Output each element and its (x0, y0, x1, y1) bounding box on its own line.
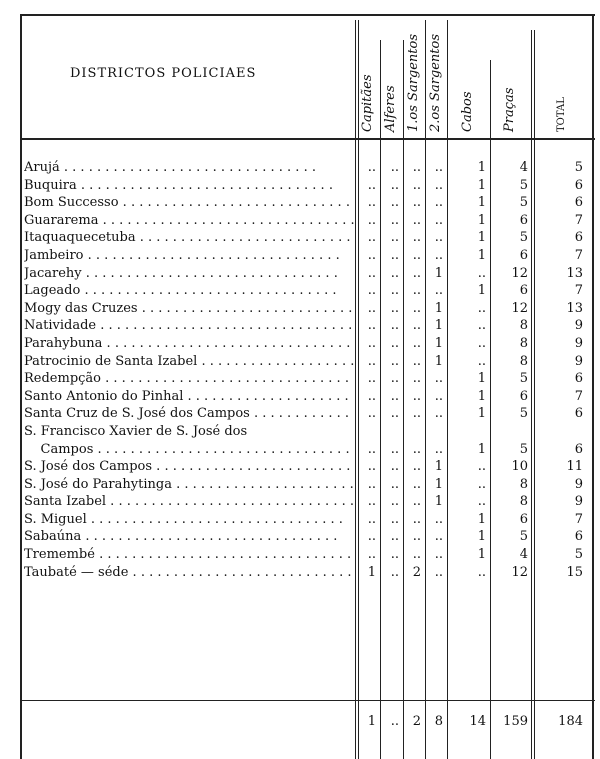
cell-pracas: 6 (519, 247, 528, 263)
cell-total: 6 (574, 230, 583, 246)
district-name: Arujá . . . (24, 159, 354, 177)
district-name: Buquira . . . (24, 177, 354, 195)
cell-total: 9 (574, 476, 583, 492)
cell-cabos: 1 (477, 247, 486, 263)
cell-alferes: .. (390, 283, 399, 299)
table-row (0, 194, 600, 212)
cell-total: 7 (574, 283, 583, 299)
cell-1-sargentos: .. (412, 529, 421, 545)
cell-total: 6 (574, 406, 583, 422)
col-header-capitaes: Capitães (360, 74, 375, 132)
total-alferes: .. (390, 714, 399, 729)
cell-capitaes: .. (367, 459, 376, 475)
district-name: Patrocinio de Santa Izabel . . . (24, 353, 354, 371)
cell-total: 6 (574, 177, 583, 193)
cell-pracas: 8 (519, 494, 528, 510)
cell-2-sargentos: 1 (434, 476, 443, 492)
cell-alferes: .. (390, 335, 399, 351)
cell-capitaes: .. (367, 318, 376, 334)
cell-total: 9 (574, 335, 583, 351)
district-name: Campos . . . (24, 441, 354, 459)
cell-capitaes: .. (367, 476, 376, 492)
cell-alferes: .. (390, 459, 399, 475)
cell-1-sargentos: .. (412, 230, 421, 246)
cell-capitaes: .. (367, 283, 376, 299)
cell-alferes: .. (390, 511, 399, 527)
cell-cabos: .. (477, 300, 486, 316)
cell-alferes: .. (390, 476, 399, 492)
total-2-sargentos: 8 (434, 714, 443, 729)
cell-capitaes: .. (367, 441, 376, 457)
cell-1-sargentos: .. (412, 459, 421, 475)
cell-cabos: 1 (477, 160, 486, 175)
cell-pracas: 5 (519, 230, 528, 246)
cell-alferes: .. (390, 318, 399, 334)
grand-total: 184 (558, 714, 583, 729)
table-row (0, 511, 600, 529)
cell-alferes: .. (390, 247, 399, 263)
cell-cabos: 1 (477, 441, 486, 457)
cell-total: 6 (574, 529, 583, 545)
cell-total: 15 (566, 564, 583, 580)
col-header-alferes: Alferes (383, 85, 398, 132)
cell-2-sargentos: .. (434, 230, 443, 246)
table-body (0, 159, 600, 581)
cell-2-sargentos: 1 (434, 335, 443, 351)
cell-capitaes: .. (367, 177, 376, 193)
district-name: Santa Cruz de S. José dos Campos . . . (24, 405, 354, 423)
cell-cabos: 1 (477, 230, 486, 246)
top-rule (20, 14, 595, 16)
cell-pracas: 6 (519, 511, 528, 527)
cell-cabos: 1 (477, 406, 486, 422)
cell-2-sargentos: .. (434, 511, 443, 527)
cell-pracas: 5 (519, 441, 528, 457)
cell-1-sargentos: .. (412, 511, 421, 527)
district-name: Mogy das Cruzes . . . (24, 300, 354, 318)
cell-cabos: .. (477, 265, 486, 281)
table-row (0, 370, 600, 388)
total-pracas: 159 (503, 714, 528, 729)
cell-pracas: 10 (511, 459, 528, 475)
cell-capitaes: .. (367, 335, 376, 351)
cell-1-sargentos: .. (412, 283, 421, 299)
cell-2-sargentos: 1 (434, 494, 443, 510)
cell-2-sargentos: 1 (434, 318, 443, 334)
cell-capitaes: .. (367, 529, 376, 545)
cell-2-sargentos: .. (434, 547, 443, 563)
cell-capitaes: .. (367, 247, 376, 263)
cell-total: 13 (566, 265, 583, 281)
table-row (0, 247, 600, 265)
district-name: Parahybuna . . . (24, 335, 354, 353)
cell-cabos: .. (477, 476, 486, 492)
cell-alferes: .. (390, 529, 399, 545)
col-header-pracas: Praças (502, 87, 517, 132)
district-name: Santo Antonio do Pinhal . . . (24, 388, 354, 406)
district-name: Bom Successo . . . (24, 194, 354, 212)
cell-cabos: 1 (477, 547, 486, 563)
totals-row (0, 712, 600, 732)
table-row (0, 335, 600, 353)
cell-2-sargentos: 1 (434, 265, 443, 281)
cell-1-sargentos: .. (412, 388, 421, 404)
cell-pracas: 4 (519, 547, 528, 563)
col-header-1-sargentos: 1.os Sargentos (406, 33, 421, 132)
cell-total: 7 (574, 388, 583, 404)
cell-1-sargentos: .. (412, 476, 421, 492)
cell-2-sargentos: .. (434, 441, 443, 457)
district-name: S. José dos Campos . . . (24, 458, 354, 476)
table-row (0, 423, 600, 441)
total-cabos: 14 (469, 714, 486, 729)
cell-capitaes: .. (367, 230, 376, 246)
totals-rule (20, 700, 595, 701)
cell-2-sargentos: .. (434, 371, 443, 387)
district-name: Natividade . . . (24, 317, 354, 335)
cell-cabos: .. (477, 494, 486, 510)
district-name: Jambeiro . . . (24, 247, 354, 265)
table-row (0, 300, 600, 318)
cell-pracas: 8 (519, 318, 528, 334)
cell-total: 6 (574, 441, 583, 457)
table-row (0, 458, 600, 476)
cell-pracas: 6 (519, 283, 528, 299)
cell-alferes: .. (390, 195, 399, 211)
cell-1-sargentos: .. (412, 212, 421, 228)
cell-capitaes: .. (367, 160, 376, 175)
cell-2-sargentos: .. (434, 564, 443, 580)
table-row (0, 405, 600, 423)
cell-capitaes: .. (367, 265, 376, 281)
cell-pracas: 5 (519, 529, 528, 545)
cell-1-sargentos: .. (412, 318, 421, 334)
cell-pracas: 8 (519, 353, 528, 369)
cell-total: 9 (574, 353, 583, 369)
cell-1-sargentos: .. (412, 195, 421, 211)
district-name: Redempção . . . (24, 370, 354, 388)
cell-total: 6 (574, 371, 583, 387)
district-name: Tremembé . . . (24, 546, 354, 564)
cell-capitaes: 1 (367, 564, 376, 580)
cell-2-sargentos: .. (434, 529, 443, 545)
cell-alferes: .. (390, 265, 399, 281)
cell-2-sargentos: 1 (434, 353, 443, 369)
cell-alferes: .. (390, 160, 399, 175)
table-row (0, 441, 600, 459)
cell-cabos: .. (477, 353, 486, 369)
district-name: Jacarehy . . . (24, 265, 354, 283)
cell-total: 7 (574, 247, 583, 263)
cell-pracas: 12 (511, 300, 528, 316)
table-row (0, 353, 600, 371)
cell-alferes: .. (390, 564, 399, 580)
cell-total: 6 (574, 195, 583, 211)
cell-cabos: 1 (477, 529, 486, 545)
cell-cabos: 1 (477, 212, 486, 228)
cell-2-sargentos: 1 (434, 459, 443, 475)
cell-1-sargentos: .. (412, 494, 421, 510)
table-row (0, 476, 600, 494)
cell-pracas: 5 (519, 177, 528, 193)
district-header: DISTRICTOS POLICIAES (70, 66, 257, 81)
table-row (0, 493, 600, 511)
table-row (0, 265, 600, 283)
cell-capitaes: .. (367, 388, 376, 404)
cell-total: 9 (574, 494, 583, 510)
cell-pracas: 8 (519, 476, 528, 492)
col-header-2-sargentos: 2.os Sargentos (428, 33, 443, 132)
cell-capitaes: .. (367, 511, 376, 527)
cell-2-sargentos: .. (434, 247, 443, 263)
cell-capitaes: .. (367, 300, 376, 316)
header-rule (20, 138, 595, 140)
district-name: Lageado . . . (24, 282, 354, 300)
district-name: Guararema . . . (24, 212, 354, 230)
cell-cabos: .. (477, 459, 486, 475)
cell-alferes: .. (390, 406, 399, 422)
cell-2-sargentos: 1 (434, 300, 443, 316)
cell-1-sargentos: .. (412, 160, 421, 175)
cell-1-sargentos: .. (412, 300, 421, 316)
table-row (0, 159, 600, 177)
cell-alferes: .. (390, 441, 399, 457)
cell-pracas: 12 (511, 265, 528, 281)
cell-1-sargentos: .. (412, 441, 421, 457)
total-1-sargentos: 2 (412, 714, 421, 729)
cell-total: 7 (574, 511, 583, 527)
cell-capitaes: .. (367, 353, 376, 369)
table-row (0, 546, 600, 564)
cell-alferes: .. (390, 300, 399, 316)
table-row (0, 212, 600, 230)
cell-capitaes: .. (367, 494, 376, 510)
cell-2-sargentos: .. (434, 388, 443, 404)
table-row (0, 388, 600, 406)
cell-capitaes: .. (367, 547, 376, 563)
cell-pracas: 5 (519, 371, 528, 387)
table-row (0, 564, 600, 582)
district-name: Taubaté — séde . . . (24, 564, 354, 582)
cell-pracas: 6 (519, 388, 528, 404)
cell-total: 13 (566, 300, 583, 316)
table-row (0, 282, 600, 300)
cell-pracas: 12 (511, 564, 528, 580)
cell-1-sargentos: 2 (412, 564, 421, 580)
cell-1-sargentos: .. (412, 335, 421, 351)
district-name: Santa Izabel . . . (24, 493, 354, 511)
cell-2-sargentos: .. (434, 283, 443, 299)
cell-pracas: 5 (519, 195, 528, 211)
cell-cabos: 1 (477, 195, 486, 211)
table-row (0, 317, 600, 335)
cell-1-sargentos: .. (412, 547, 421, 563)
cell-1-sargentos: .. (412, 247, 421, 263)
district-name: Sabaúna . . . (24, 528, 354, 546)
cell-alferes: .. (390, 230, 399, 246)
cell-2-sargentos: .. (434, 195, 443, 211)
cell-cabos: 1 (477, 511, 486, 527)
cell-2-sargentos: .. (434, 406, 443, 422)
cell-capitaes: .. (367, 371, 376, 387)
cell-1-sargentos: .. (412, 406, 421, 422)
cell-pracas: 5 (519, 406, 528, 422)
cell-alferes: .. (390, 494, 399, 510)
cell-alferes: .. (390, 177, 399, 193)
cell-alferes: .. (390, 371, 399, 387)
cell-cabos: .. (477, 318, 486, 334)
cell-cabos: 1 (477, 388, 486, 404)
cell-capitaes: .. (367, 406, 376, 422)
cell-alferes: .. (390, 388, 399, 404)
cell-alferes: .. (390, 547, 399, 563)
cell-cabos: 1 (477, 283, 486, 299)
cell-total: 5 (574, 547, 583, 563)
cell-cabos: .. (477, 564, 486, 580)
district-name: S. Miguel . . . (24, 511, 354, 529)
cell-alferes: .. (390, 353, 399, 369)
cell-cabos: 1 (477, 177, 486, 193)
cell-cabos: .. (477, 335, 486, 351)
cell-1-sargentos: .. (412, 177, 421, 193)
cell-pracas: 4 (519, 160, 528, 175)
cell-1-sargentos: .. (412, 353, 421, 369)
cell-pracas: 6 (519, 212, 528, 228)
cell-1-sargentos: .. (412, 265, 421, 281)
col-header-cabos: Cabos (460, 91, 475, 132)
cell-total: 9 (574, 318, 583, 334)
cell-1-sargentos: .. (412, 371, 421, 387)
table-row (0, 177, 600, 195)
cell-pracas: 8 (519, 335, 528, 351)
cell-capitaes: .. (367, 195, 376, 211)
table-row (0, 229, 600, 247)
cell-cabos: 1 (477, 371, 486, 387)
cell-total: 11 (566, 459, 583, 475)
cell-alferes: .. (390, 212, 399, 228)
total-capitaes: 1 (367, 714, 376, 729)
cell-capitaes: .. (367, 212, 376, 228)
cell-total: 7 (574, 212, 583, 228)
table-row (0, 528, 600, 546)
cell-2-sargentos: .. (434, 177, 443, 193)
district-name: S. Francisco Xavier de S. José dos (24, 423, 248, 439)
district-name: Itaquaquecetuba . . . (24, 229, 354, 247)
cell-2-sargentos: .. (434, 212, 443, 228)
col-header-total: TOTAL (556, 97, 567, 132)
cell-2-sargentos: .. (434, 160, 443, 175)
cell-total: 5 (574, 160, 583, 175)
district-name: S. José do Parahytinga . . . (24, 476, 354, 494)
